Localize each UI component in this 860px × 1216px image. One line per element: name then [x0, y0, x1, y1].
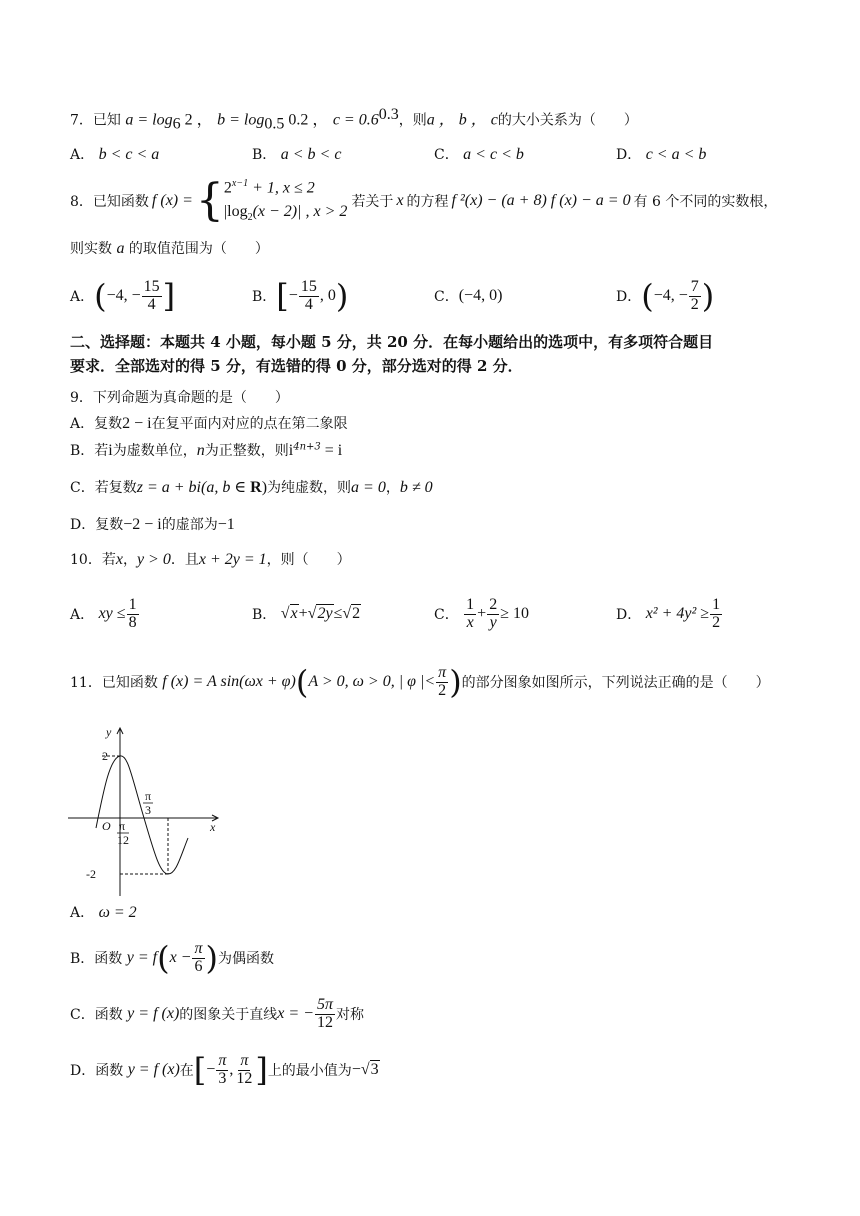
question-8-stem: 8． 已知函数 f (x) = { $2^{x-1} + 1$, x ≤ 2 $|\log_2(x - 2)|$ , x > 2 若关于 x 的方程 f ²(x) − (a + 8) f (x) − a = 0 有 6 个不同的实数根，	[70, 176, 777, 226]
question-9-stem: 9．下列命题为真命题的是（ ）	[70, 390, 289, 406]
question-7-stem: 7．已知 $a = \log_6 2$ ， $b = \log_{0.5} 0.2$ ， $c = 0.6^{0.3}$，则a ， b ， c的大小关系为（ ）	[70, 106, 638, 133]
q11-option-a[interactable]: A． ω = 2	[70, 904, 137, 921]
y-max-label: 2	[102, 749, 108, 763]
q9-option-a[interactable]: A．复数2 − i在复平面内对应的点在第二象限	[70, 415, 348, 432]
sine-curve	[96, 756, 188, 874]
q11-option-d[interactable]: D． 函数 y = f (x) 在 [ − $\frac{\pi}{3}$ , $\frac{\pi}{12}$ ] 上的最小值为 − √3	[70, 1051, 379, 1089]
q7-option-b[interactable]: B． a < b < c	[252, 146, 342, 163]
q7-option-c[interactable]: C． a < c < b	[434, 146, 524, 163]
q8-option-a[interactable]: A． ( −4, − $\frac{15}{4}$ ]	[70, 277, 176, 315]
question-10-stem: 10．若x，y > 0．且x + 2y = 1，则（ ）	[70, 551, 351, 568]
y-min-label: -2	[86, 867, 96, 881]
tick-pi-12-num: π	[119, 819, 126, 833]
sine-graph	[68, 718, 228, 896]
tick-pi-12-den: 12	[117, 833, 129, 847]
question-number: 7．	[70, 112, 93, 129]
q10-option-b[interactable]: B． √x + √2y ≤ √2	[252, 605, 361, 623]
section-heading: 二、选择题：本题共 4 小题，每小题 5 分，共 20 分．在每小题给出的选项中，有多项符合题目 要求．全部选对的得 5 分，有选错的得 0 分，部分选对的得 2 分．	[70, 333, 714, 375]
q11-option-c[interactable]: C． 函数 y = f (x) 的图象关于直线 x = − $\frac{5\pi}{12}$ 对称	[70, 995, 364, 1031]
x-axis-label: x	[210, 820, 216, 834]
piecewise-cases: $2^{x-1} + 1$, x ≤ 2 $|\log_2(x - 2)|$ , x > 2	[223, 177, 348, 224]
question-8-line2: 则实数 a 的取值范围为（ ）	[70, 240, 269, 257]
q8-option-c[interactable]: C． (−4, 0)	[434, 287, 503, 305]
q9-option-d[interactable]: D．复数−2 − i的虚部为−1	[70, 516, 235, 533]
q11-option-b[interactable]: B． 函数 y = f ( x − $\frac{\pi}{6}$ ) 为偶函数	[70, 939, 274, 977]
q10-option-a[interactable]: A． xy ≤ $\frac{1}{8}$	[70, 595, 137, 631]
q9-option-b[interactable]: B．若i为虚数单位，n为正整数，则$i^{4n+3} = i$	[70, 441, 343, 459]
q7-option-d[interactable]: D． c < a < b	[616, 146, 707, 163]
q8-option-d[interactable]: D． ( −4, − $\frac{7}{2}$ )	[616, 277, 715, 315]
question-11-stem: 11． 已知函数 f (x) = A sin(ωx + φ) ( A > 0, ω > 0, | φ |< $\frac{\pi}{2}$ ) 的部分图象如图所示，下列说法正确的是（ ）	[70, 663, 770, 701]
tick-pi-3-num: π	[145, 789, 152, 803]
q10-option-d[interactable]: D． x² + 4y² ≥ $\frac{1}{2}$	[616, 595, 721, 631]
tick-pi-3-den: 3	[145, 803, 151, 817]
q8-option-b[interactable]: B． [ − $\frac{15}{4}$ , 0 )	[252, 277, 349, 315]
q9-option-c[interactable]: C．若复数z = a + bi(a, b ∈ R)为纯虚数，则a = 0，b ≠ 0	[70, 479, 433, 496]
y-axis-label: y	[106, 725, 112, 739]
q7-option-a[interactable]: A． b < c < a	[70, 146, 160, 163]
q10-option-c[interactable]: C． $\frac{1}{x}$ + $\frac{2}{y}$ ≥ 10	[434, 595, 529, 631]
question-number: 8．	[70, 194, 93, 210]
origin-label: O	[102, 819, 111, 833]
